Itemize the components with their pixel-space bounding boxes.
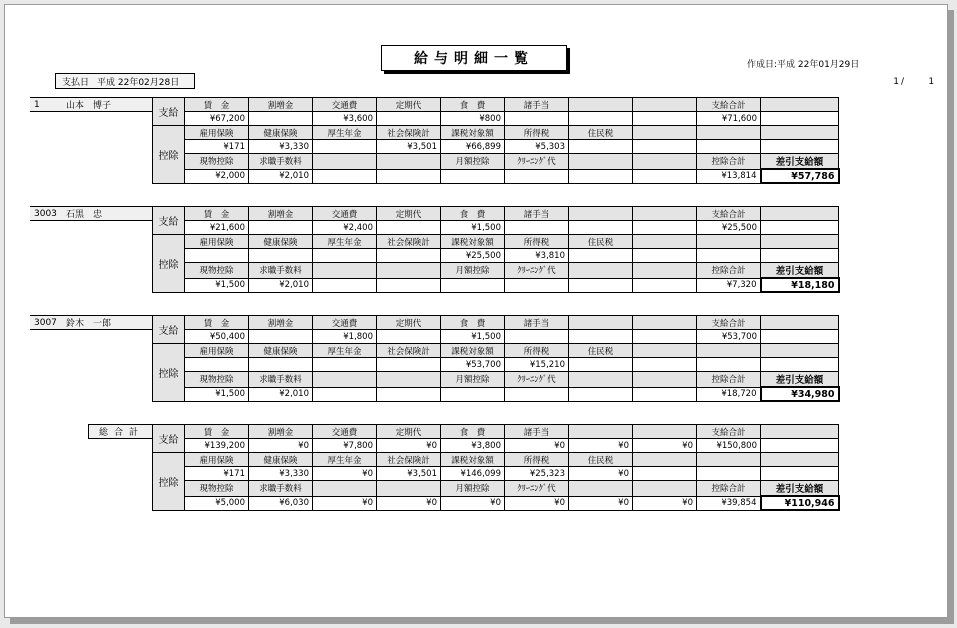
deduction-value-row-2 bbox=[153, 496, 839, 510]
pay-header-row-cell: 諸手当 bbox=[505, 98, 569, 112]
deduction-header-row-cell: 健康保険 bbox=[249, 126, 313, 140]
deduction-value-row-2-cell: ¥0 bbox=[377, 496, 441, 510]
deduction-header-row-2-cell bbox=[569, 154, 633, 170]
deduction-header-row-cell: 所得税 bbox=[505, 126, 569, 140]
pay-value-row-cell: ¥21,600 bbox=[185, 221, 249, 235]
pay-value-row-cell: ¥1,500 bbox=[441, 221, 505, 235]
deduction-header-row-cell: 雇用保険 bbox=[185, 344, 249, 358]
pay-value-row-cell bbox=[569, 330, 633, 344]
deduction-section-label: 控除 bbox=[153, 453, 185, 511]
deduction-value-row-2-cell bbox=[633, 278, 697, 292]
deduction-header-row-cell: 課税対象額 bbox=[441, 235, 505, 249]
deduction-value-row-2-cell: ¥57,786 bbox=[761, 169, 839, 183]
employee-name: 石黒 忠 bbox=[66, 210, 103, 220]
deduction-header-row-cell: 雇用保険 bbox=[185, 453, 249, 467]
pay-header-row bbox=[153, 207, 839, 221]
pay-value-row-cell bbox=[249, 221, 313, 235]
deduction-header-row-2-cell bbox=[377, 154, 441, 170]
pay-header-row-cell: 食 費 bbox=[441, 316, 505, 330]
pay-header-row-cell: 賃 金 bbox=[185, 316, 249, 330]
pay-header-row-cell bbox=[761, 98, 839, 112]
deduction-header-row-2-cell bbox=[633, 154, 697, 170]
deduction-header-row-cell: 社会保険計 bbox=[377, 235, 441, 249]
pay-section-label: 支給 bbox=[153, 207, 185, 235]
pay-value-row-cell bbox=[505, 330, 569, 344]
deduction-header-row-cell: 社会保険計 bbox=[377, 344, 441, 358]
deduction-value-row-2-cell bbox=[377, 169, 441, 183]
deduction-header-row-cell: 住民税 bbox=[569, 344, 633, 358]
deduction-header-row-2-cell: 求職手数料 bbox=[249, 154, 313, 170]
pay-header-row-cell: 定期代 bbox=[377, 207, 441, 221]
pay-value-row bbox=[153, 112, 839, 126]
deduction-value-row-cell bbox=[761, 358, 839, 372]
deduction-value-row-cell bbox=[697, 249, 761, 263]
deduction-header-row-2-cell: ｸﾘｰﾆﾝｸﾞ代 bbox=[505, 154, 569, 170]
deduction-value-row-2-cell bbox=[441, 278, 505, 292]
pay-value-row-cell bbox=[633, 112, 697, 126]
deduction-value-row-2-cell bbox=[377, 278, 441, 292]
pay-header-row-cell: 賃 金 bbox=[185, 425, 249, 439]
deduction-header-row-cell: 雇用保険 bbox=[185, 235, 249, 249]
pay-header-row-cell: 定期代 bbox=[377, 425, 441, 439]
deduction-section-label: 控除 bbox=[153, 235, 185, 293]
deduction-value-row-2-cell bbox=[377, 387, 441, 401]
deduction-header-row-cell bbox=[761, 235, 839, 249]
pay-header-row-cell: 諸手当 bbox=[505, 425, 569, 439]
pay-header-row-cell: 割増金 bbox=[249, 207, 313, 221]
deduction-value-row-cell: ¥3,330 bbox=[249, 467, 313, 481]
deduction-header-row-cell: 住民税 bbox=[569, 235, 633, 249]
created-date-label: 作成日: bbox=[747, 60, 778, 70]
deduction-header-row-2-cell bbox=[377, 372, 441, 388]
deduction-header-row-2-cell: ｸﾘｰﾆﾝｸﾞ代 bbox=[505, 263, 569, 279]
deduction-value-row-2-cell: ¥0 bbox=[313, 496, 377, 510]
pay-header-row-cell: 食 費 bbox=[441, 207, 505, 221]
deduction-value-row-cell bbox=[633, 249, 697, 263]
deduction-value-row-2-cell bbox=[313, 278, 377, 292]
pay-value-row-cell: ¥139,200 bbox=[185, 439, 249, 453]
deduction-value-row-2-cell bbox=[569, 278, 633, 292]
deduction-header-row-cell: 厚生年金 bbox=[313, 453, 377, 467]
deduction-value-row-2-cell bbox=[441, 387, 505, 401]
employee-code: 3007 bbox=[34, 317, 57, 328]
pay-value-row bbox=[153, 221, 839, 235]
deduction-value-row-2-cell: ¥2,010 bbox=[249, 169, 313, 183]
deduction-header-row-2-cell: 月額控除 bbox=[441, 154, 505, 170]
employee-name: 鈴木 一郎 bbox=[66, 319, 112, 329]
deduction-header-row bbox=[153, 344, 839, 358]
pay-header-row-cell bbox=[569, 207, 633, 221]
pay-header-row-cell: 支給合計 bbox=[697, 207, 761, 221]
pay-header-row-cell: 交通費 bbox=[313, 98, 377, 112]
pay-value-row-cell bbox=[761, 439, 839, 453]
deduction-value-row bbox=[153, 140, 839, 154]
pay-section-label: 支給 bbox=[153, 316, 185, 344]
pay-header-row-cell: 交通費 bbox=[313, 425, 377, 439]
deduction-value-row-cell: ¥0 bbox=[569, 467, 633, 481]
pay-value-row-cell: ¥0 bbox=[569, 439, 633, 453]
pay-value-row-cell: ¥150,800 bbox=[697, 439, 761, 453]
deduction-header-row-2-cell: 差引支給額 bbox=[761, 372, 839, 388]
pay-value-row-cell: ¥0 bbox=[505, 439, 569, 453]
pay-header-row-cell: 割増金 bbox=[249, 425, 313, 439]
deduction-value-row-2 bbox=[153, 169, 839, 183]
deduction-value-row-2-cell: ¥1,500 bbox=[185, 278, 249, 292]
deduction-header-row-2-cell bbox=[633, 481, 697, 497]
deduction-header-row-2-cell: 控除合計 bbox=[697, 154, 761, 170]
pay-header-row-cell bbox=[761, 425, 839, 439]
deduction-header-row-cell bbox=[761, 344, 839, 358]
deduction-value-row-2 bbox=[153, 278, 839, 292]
grand-total-label: 総合計 bbox=[88, 424, 155, 439]
pay-value-row-cell bbox=[505, 112, 569, 126]
deduction-value-row-2-cell: ¥18,720 bbox=[697, 387, 761, 401]
deduction-header-row-cell: 社会保険計 bbox=[377, 453, 441, 467]
deduction-header-row-2-cell: 求職手数料 bbox=[249, 481, 313, 497]
deduction-value-row-cell: ¥15,210 bbox=[505, 358, 569, 372]
deduction-value-row-cell bbox=[569, 358, 633, 372]
deduction-value-row bbox=[153, 467, 839, 481]
pay-header-row bbox=[153, 425, 839, 439]
pay-value-row-cell bbox=[761, 330, 839, 344]
deduction-value-row-cell bbox=[377, 249, 441, 263]
deduction-value-row-cell: ¥3,810 bbox=[505, 249, 569, 263]
deduction-header-row-2-cell: 月額控除 bbox=[441, 481, 505, 497]
deduction-header-row-cell bbox=[761, 453, 839, 467]
deduction-value-row-2-cell: ¥2,000 bbox=[185, 169, 249, 183]
pay-header-row-cell bbox=[633, 316, 697, 330]
deduction-header-row-2-cell bbox=[569, 263, 633, 279]
pay-value-row-cell: ¥2,400 bbox=[313, 221, 377, 235]
deduction-header-row-2-cell: ｸﾘｰﾆﾝｸﾞ代 bbox=[505, 372, 569, 388]
deduction-header-row-2-cell: 現物控除 bbox=[185, 154, 249, 170]
pay-header-row-cell: 支給合計 bbox=[697, 98, 761, 112]
deduction-header-row-2-cell: 控除合計 bbox=[697, 372, 761, 388]
pay-header-row-cell: 食 費 bbox=[441, 425, 505, 439]
pay-value-row-cell: ¥67,200 bbox=[185, 112, 249, 126]
deduction-header-row-cell: 所得税 bbox=[505, 344, 569, 358]
deduction-value-row-2 bbox=[153, 387, 839, 401]
deduction-header-row-cell bbox=[697, 344, 761, 358]
pay-header-row-cell: 割増金 bbox=[249, 98, 313, 112]
pay-value-row-cell: ¥3,800 bbox=[441, 439, 505, 453]
deduction-header-row-2-cell: 求職手数料 bbox=[249, 372, 313, 388]
deduction-value-row-2-cell: ¥7,320 bbox=[697, 278, 761, 292]
pay-header-row-cell bbox=[761, 316, 839, 330]
deduction-header-row-cell: 課税対象額 bbox=[441, 126, 505, 140]
deduction-header-row-2-cell: 現物控除 bbox=[185, 263, 249, 279]
deduction-header-row-cell bbox=[633, 235, 697, 249]
pay-header-row-cell bbox=[633, 207, 697, 221]
deduction-header-row-cell bbox=[633, 453, 697, 467]
deduction-header-row-2-cell bbox=[377, 263, 441, 279]
deduction-value-row-2-cell: ¥39,854 bbox=[697, 496, 761, 510]
deduction-header-row bbox=[153, 453, 839, 467]
pay-section-label: 支給 bbox=[153, 425, 185, 453]
pay-header-row-cell: 交通費 bbox=[313, 316, 377, 330]
pay-value-row-cell: ¥50,400 bbox=[185, 330, 249, 344]
deduction-value-row-2-cell: ¥0 bbox=[569, 496, 633, 510]
deduction-value-row-2-cell: ¥0 bbox=[505, 496, 569, 510]
employee-slip-table bbox=[152, 206, 840, 293]
created-date-value: 平成 22年01月29日 bbox=[777, 60, 860, 70]
pay-value-row-cell bbox=[761, 221, 839, 235]
deduction-header-row-cell: 厚生年金 bbox=[313, 344, 377, 358]
deduction-header-row-2-cell: 差引支給額 bbox=[761, 263, 839, 279]
deduction-value-row-cell: ¥25,500 bbox=[441, 249, 505, 263]
pay-value-row-cell bbox=[377, 221, 441, 235]
employee-header bbox=[30, 206, 153, 221]
deduction-header-row-2-cell: 求職手数料 bbox=[249, 263, 313, 279]
pay-value-row-cell bbox=[377, 112, 441, 126]
pay-value-row-cell: ¥25,500 bbox=[697, 221, 761, 235]
deduction-value-row-cell bbox=[697, 358, 761, 372]
pay-header-row-cell: 定期代 bbox=[377, 98, 441, 112]
pay-value-row bbox=[153, 439, 839, 453]
pay-date-value: 平成 22年02月28日 bbox=[97, 77, 180, 88]
deduction-value-row-cell bbox=[569, 140, 633, 154]
pay-header-row-cell: 支給合計 bbox=[697, 316, 761, 330]
deduction-value-row-cell bbox=[313, 358, 377, 372]
deduction-section-label: 控除 bbox=[153, 344, 185, 402]
pay-header-row-cell: 賃 金 bbox=[185, 207, 249, 221]
deduction-header-row-cell: 課税対象額 bbox=[441, 344, 505, 358]
deduction-value-row-cell bbox=[633, 140, 697, 154]
deduction-header-row-2 bbox=[153, 372, 839, 388]
page-total: 1 bbox=[928, 77, 935, 87]
page-number bbox=[875, 77, 934, 87]
page-current: 1 bbox=[893, 77, 899, 87]
deduction-header-row-cell: 所得税 bbox=[505, 235, 569, 249]
pay-header-row bbox=[153, 316, 839, 330]
pay-header-row-cell bbox=[569, 425, 633, 439]
deduction-value-row-cell bbox=[761, 140, 839, 154]
deduction-value-row-cell: ¥3,501 bbox=[377, 140, 441, 154]
pay-value-row-cell bbox=[633, 221, 697, 235]
deduction-header-row-cell: 所得税 bbox=[505, 453, 569, 467]
deduction-value-row-cell bbox=[569, 249, 633, 263]
deduction-value-row-cell bbox=[185, 358, 249, 372]
employee-code: 3003 bbox=[34, 208, 57, 219]
deduction-header-row-2-cell: 現物控除 bbox=[185, 372, 249, 388]
deduction-value-row-cell: ¥53,700 bbox=[441, 358, 505, 372]
pay-value-row-cell: ¥0 bbox=[377, 439, 441, 453]
pay-value-row-cell: ¥0 bbox=[633, 439, 697, 453]
pay-value-row-cell bbox=[569, 221, 633, 235]
pay-value-row-cell: ¥53,700 bbox=[697, 330, 761, 344]
deduction-header-row-cell bbox=[633, 344, 697, 358]
pay-header-row-cell: 定期代 bbox=[377, 316, 441, 330]
deduction-value-row-cell bbox=[633, 467, 697, 481]
deduction-header-row bbox=[153, 126, 839, 140]
pay-header-row-cell: 賃 金 bbox=[185, 98, 249, 112]
deduction-header-row-2-cell: 現物控除 bbox=[185, 481, 249, 497]
deduction-value-row-cell bbox=[697, 467, 761, 481]
deduction-header-row-2-cell bbox=[569, 372, 633, 388]
pay-header-row-cell bbox=[569, 98, 633, 112]
employee-header bbox=[30, 97, 153, 112]
deduction-header-row-cell bbox=[633, 126, 697, 140]
deduction-header-row-cell: 社会保険計 bbox=[377, 126, 441, 140]
pay-header-row-cell: 支給合計 bbox=[697, 425, 761, 439]
deduction-header-row-cell: 雇用保険 bbox=[185, 126, 249, 140]
pay-value-row-cell: ¥3,600 bbox=[313, 112, 377, 126]
pay-header-row-cell bbox=[633, 98, 697, 112]
deduction-value-row-2-cell bbox=[505, 169, 569, 183]
deduction-value-row-cell bbox=[697, 140, 761, 154]
deduction-header-row-cell: 健康保険 bbox=[249, 344, 313, 358]
deduction-value-row-2-cell bbox=[441, 169, 505, 183]
deduction-value-row-2-cell bbox=[313, 387, 377, 401]
pay-value-row-cell: ¥71,600 bbox=[697, 112, 761, 126]
deduction-value-row-cell bbox=[185, 249, 249, 263]
deduction-value-row-cell bbox=[633, 358, 697, 372]
deduction-value-row-2-cell bbox=[505, 387, 569, 401]
deduction-value-row-cell: ¥3,501 bbox=[377, 467, 441, 481]
deduction-header-row-2-cell: 月額控除 bbox=[441, 372, 505, 388]
deduction-header-row-2-cell bbox=[313, 154, 377, 170]
deduction-header-row-2-cell: 差引支給額 bbox=[761, 481, 839, 497]
deduction-header-row-cell bbox=[761, 126, 839, 140]
deduction-header-row-cell bbox=[697, 235, 761, 249]
pay-value-row-cell: ¥0 bbox=[249, 439, 313, 453]
pay-value-row-cell bbox=[249, 330, 313, 344]
deduction-value-row bbox=[153, 249, 839, 263]
deduction-header-row-2-cell bbox=[633, 263, 697, 279]
pay-date-box bbox=[55, 73, 195, 89]
deduction-value-row-cell: ¥146,099 bbox=[441, 467, 505, 481]
report-title: 給与明細一覧 bbox=[381, 45, 567, 71]
pay-header-row-cell bbox=[569, 316, 633, 330]
pay-header-row bbox=[153, 98, 839, 112]
deduction-header-row-2-cell: ｸﾘｰﾆﾝｸﾞ代 bbox=[505, 481, 569, 497]
pay-value-row-cell bbox=[249, 112, 313, 126]
pay-header-row-cell bbox=[633, 425, 697, 439]
deduction-header-row bbox=[153, 235, 839, 249]
deduction-value-row-cell: ¥171 bbox=[185, 140, 249, 154]
pay-header-row-cell: 諸手当 bbox=[505, 207, 569, 221]
pay-value-row-cell: ¥800 bbox=[441, 112, 505, 126]
deduction-value-row-cell bbox=[313, 140, 377, 154]
deduction-value-row-cell: ¥66,899 bbox=[441, 140, 505, 154]
deduction-header-row-cell bbox=[697, 453, 761, 467]
deduction-header-row-cell: 健康保険 bbox=[249, 235, 313, 249]
deduction-value-row-2-cell bbox=[505, 278, 569, 292]
deduction-value-row-cell: ¥3,330 bbox=[249, 140, 313, 154]
deduction-value-row-2-cell: ¥110,946 bbox=[761, 496, 839, 510]
deduction-header-row-2-cell bbox=[313, 263, 377, 279]
deduction-header-row-2-cell bbox=[633, 372, 697, 388]
deduction-value-row-2-cell: ¥2,010 bbox=[249, 278, 313, 292]
deduction-value-row-2-cell: ¥13,814 bbox=[697, 169, 761, 183]
pay-header-row-cell bbox=[761, 207, 839, 221]
deduction-header-row-2-cell bbox=[377, 481, 441, 497]
employee-header bbox=[30, 315, 153, 330]
deduction-value-row-2-cell bbox=[313, 169, 377, 183]
pay-value-row-cell bbox=[761, 112, 839, 126]
pay-header-row-cell: 交通費 bbox=[313, 207, 377, 221]
deduction-header-row-2-cell bbox=[313, 481, 377, 497]
deduction-header-row-2-cell: 控除合計 bbox=[697, 263, 761, 279]
pay-value-row bbox=[153, 330, 839, 344]
pay-value-row-cell bbox=[633, 330, 697, 344]
deduction-value-row-2-cell: ¥5,000 bbox=[185, 496, 249, 510]
employee-name: 山本 博子 bbox=[66, 101, 112, 111]
deduction-header-row-2-cell bbox=[313, 372, 377, 388]
pay-section-label: 支給 bbox=[153, 98, 185, 126]
deduction-header-row-2-cell: 月額控除 bbox=[441, 263, 505, 279]
deduction-value-row bbox=[153, 358, 839, 372]
deduction-header-row-cell: 健康保険 bbox=[249, 453, 313, 467]
deduction-value-row-cell bbox=[761, 249, 839, 263]
deduction-header-row-2 bbox=[153, 481, 839, 497]
deduction-value-row-cell bbox=[377, 358, 441, 372]
pay-value-row-cell bbox=[377, 330, 441, 344]
deduction-header-row-2 bbox=[153, 154, 839, 170]
deduction-header-row-2-cell: 控除合計 bbox=[697, 481, 761, 497]
deduction-value-row-2-cell: ¥1,500 bbox=[185, 387, 249, 401]
deduction-value-row-2-cell: ¥6,030 bbox=[249, 496, 313, 510]
deduction-value-row-cell: ¥0 bbox=[313, 467, 377, 481]
employee-slip-table bbox=[152, 315, 840, 402]
deduction-header-row-cell bbox=[697, 126, 761, 140]
deduction-section-label: 控除 bbox=[153, 126, 185, 184]
pay-date-label: 支払日 bbox=[62, 77, 90, 88]
deduction-value-row-cell bbox=[249, 249, 313, 263]
deduction-value-row-cell bbox=[313, 249, 377, 263]
deduction-value-row-cell bbox=[249, 358, 313, 372]
employee-slip-table bbox=[152, 97, 840, 184]
pay-value-row-cell: ¥7,800 bbox=[313, 439, 377, 453]
deduction-value-row-2-cell bbox=[633, 169, 697, 183]
grand-total-table bbox=[152, 424, 840, 511]
pay-header-row-cell: 食 費 bbox=[441, 98, 505, 112]
deduction-value-row-2-cell: ¥0 bbox=[441, 496, 505, 510]
pay-header-row-cell: 諸手当 bbox=[505, 316, 569, 330]
pay-value-row-cell: ¥1,500 bbox=[441, 330, 505, 344]
deduction-value-row-cell: ¥5,303 bbox=[505, 140, 569, 154]
employee-code: 1 bbox=[34, 99, 40, 110]
deduction-value-row-2-cell bbox=[633, 387, 697, 401]
deduction-header-row-cell: 厚生年金 bbox=[313, 126, 377, 140]
deduction-header-row-cell: 住民税 bbox=[569, 453, 633, 467]
deduction-value-row-2-cell: ¥34,980 bbox=[761, 387, 839, 401]
pay-value-row-cell bbox=[505, 221, 569, 235]
deduction-value-row-2-cell bbox=[569, 169, 633, 183]
created-date bbox=[747, 57, 859, 70]
deduction-header-row-cell: 厚生年金 bbox=[313, 235, 377, 249]
page-separator: / bbox=[901, 77, 905, 87]
pay-value-row-cell: ¥1,800 bbox=[313, 330, 377, 344]
deduction-value-row-2-cell: ¥0 bbox=[633, 496, 697, 510]
deduction-header-row-2-cell: 差引支給額 bbox=[761, 154, 839, 170]
deduction-value-row-2-cell: ¥2,010 bbox=[249, 387, 313, 401]
deduction-value-row-cell bbox=[761, 467, 839, 481]
deduction-value-row-2-cell bbox=[569, 387, 633, 401]
deduction-value-row-cell: ¥171 bbox=[185, 467, 249, 481]
deduction-header-row-2 bbox=[153, 263, 839, 279]
pay-header-row-cell: 割増金 bbox=[249, 316, 313, 330]
pay-value-row-cell bbox=[569, 112, 633, 126]
deduction-header-row-cell: 住民税 bbox=[569, 126, 633, 140]
deduction-value-row-cell: ¥25,323 bbox=[505, 467, 569, 481]
deduction-value-row-2-cell: ¥18,180 bbox=[761, 278, 839, 292]
deduction-header-row-2-cell bbox=[569, 481, 633, 497]
deduction-header-row-cell: 課税対象額 bbox=[441, 453, 505, 467]
